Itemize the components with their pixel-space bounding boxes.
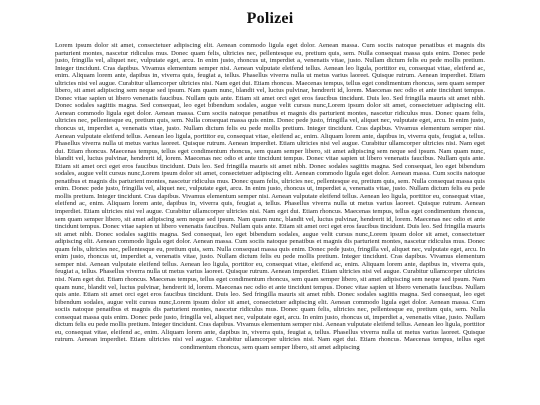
body-paragraph: Lorem ipsum dolor sit amet, consectetuer adipiscing elit. Aenean commodo ligula eget dolor. Aenean massa. Cum sociis natoque penatibus et magnis dis parturient montes, nascetur ridiculus mus. Donec quam felis, ultricies nec, pellentesque eu, pretium quis, sem. Nulla consequat massa quis enim. Donec pede justo, fringilla vel, aliquet nec, vulputate eget, arcu. In enim justo, rhoncus ut, imperdiet a, venenatis vitae, justo. Nullam dictum felis eu pede mollis pretium. Integer tincidunt. Cras dapibus. Vivamus elementum semper nisi. Aenean vulputate eleifend tellus. Aenean leo ligula, porttitor eu, consequat vitae, eleifend ac, enim. Aliquam lorem ante, dapibus in, viverra quis, feugiat a, tellus. Phasellus viverra nulla ut metus varius laoreet. Quisque rutrum. Aenean imperdiet. Etiam ultricies nisi vel augue. Curabitur ullamcorper ultricies nisi. Nam eget dui. Etiam rhoncus. Maecenas tempus, tellus eget condimentum rhoncus, sem quam semper libero, sit amet adipiscing sem neque sed ipsum. Nam quam nunc, blandit vel, luctus pulvinar, hendrerit id, lorem. Maecenas nec odio et ante tincidunt tempus. Donec vitae sapien ut libero venenatis faucibus. Nullam quis ante. Etiam sit amet orci eget eros faucibus tincidunt. Duis leo. Sed fringilla mauris sit amet nibh. Donec sodales sagittis magna. Sed consequat, leo eget bibendum sodales, augue velit cursus nunc,Lorem ipsum dolor sit amet, consectetuer adipiscing elit. Aenean commodo ligula eget dolor. Aenean massa. Cum sociis natoque penatibus et magnis dis parturient montes, nascetur ridiculus mus. Donec quam felis, ultricies nec, pellentesque eu, pretium quis, sem. Nulla consequat massa quis enim. Donec pede justo, fringilla vel, aliquet nec, vulputate eget, arcu. In enim justo, rhoncus ut, imperdiet a, venenatis vitae, justo. Nullam dictum felis eu pede mollis pretium. Integer tincidunt. Cras dapibus. Vivamus elementum semper nisi. Aenean vulputate eleifend tellus. Aenean leo ligula, porttitor eu, consequat vitae, eleifend ac, enim. Aliquam lorem ante, dapibus in, viverra quis, feugiat a, tellus. Phasellus viverra nulla ut metus varius laoreet. Quisque rutrum. Aenean imperdiet. Etiam ultricies nisi vel augue. Curabitur ullamcorper ultricies nisi. Nam eget dui. Etiam rhoncus. Maecenas tempus, tellus eget condimentum rhoncus, sem quam semper libero, sit amet adipiscing sem neque sed ipsum. Nam quam nunc, blandit vel, luctus pulvinar, hendrerit id, lorem. Maecenas nec odio et ante tincidunt tempus. Donec vitae sapien ut libero venenatis faucibus. Nullam quis ante. Etiam sit amet orci eget eros faucibus tincidunt. Duis leo. Sed fringilla mauris sit amet nibh. Donec sodales sagittis magna. Sed consequat, leo eget bibendum sodales, augue velit cursus nunc,Lorem ipsum dolor sit amet, consectetuer adipiscing elit. Aenean commodo ligula eget dolor. Aenean massa. Cum sociis natoque penatibus et magnis dis parturient montes, nascetur ridiculus mus. Donec quam felis, ultricies nec, pellentesque eu, pretium quis, sem. Nulla consequat massa quis enim. Donec pede justo, fringilla vel, aliquet nec, vulputate eget, arcu. In enim justo, rhoncus ut, imperdiet a, venenatis vitae, justo. Nullam dictum felis eu pede mollis pretium. Integer tincidunt. Cras dapibus. Vivamus elementum semper nisi. Aenean vulputate eleifend tellus. Aenean leo ligula, porttitor eu, consequat vitae, eleifend ac, enim. Aliquam lorem ante, dapibus in, viverra quis, feugiat a, tellus. Phasellus viverra nulla ut metus varius laoreet. Quisque rutrum. Aenean imperdiet. Etiam ultricies nisi vel augue. Curabitur ullamcorper ultricies nisi. Nam eget dui. Etiam rhoncus. Maecenas tempus, tellus eget condimentum rhoncus, sem quam semper libero, sit amet adipiscing sem neque sed ipsum. Nam quam nunc, blandit vel, luctus pulvinar, hendrerit id, lorem. Maecenas nec odio et ante tincidunt tempus. Donec vitae sapien ut libero venenatis faucibus. Nullam quis ante. Etiam sit amet orci eget eros faucibus tincidunt. Duis leo. Sed fringilla mauris sit amet nibh. Donec sodales sagittis magna. Sed consequat, leo eget bibendum sodales, augue velit cursus nunc,Lorem ipsum dolor sit amet, consectetuer adipiscing elit. Aenean commodo ligula eget dolor. Aenean massa. Cum sociis natoque penatibus et magnis dis parturient montes, nascetur ridiculus mus. Donec quam felis, ultricies nec, pellentesque eu, pretium quis, sem. Nulla consequat massa quis enim. Donec pede justo, fringilla vel, aliquet nec, vulputate eget, arcu. In enim justo, rhoncus ut, imperdiet a, venenatis vitae, justo. Nullam dictum felis eu pede mollis pretium. Integer tincidunt. Cras dapibus. Vivamus elementum semper nisi. Aenean vulputate eleifend tellus. Aenean leo ligula, porttitor eu, consequat vitae, eleifend ac, enim. Aliquam lorem ante, dapibus in, viverra quis, feugiat a, tellus. Phasellus viverra nulla ut metus varius laoreet. Quisque rutrum. Aenean imperdiet. Etiam ultricies nisi vel augue. Curabitur ullamcorper ultricies nisi. Nam eget dui. Etiam rhoncus. Maecenas tempus, tellus eget condimentum rhoncus, sem quam semper libero, sit amet adipiscing sem neque sed ipsum. Nam quam nunc, blandit vel, luctus pulvinar, hendrerit id, lorem. Maecenas nec odio et ante tincidunt tempus. Donec vitae sapien ut libero venenatis faucibus. Nullam quis ante. Etiam sit amet orci eget eros faucibus tincidunt. Duis leo. Sed fringilla mauris sit amet nibh. Donec sodales sagittis magna. Sed consequat, leo eget bibendum sodales, augue velit cursus nunc,Lorem ipsum dolor sit amet, consectetuer adipiscing elit. Aenean commodo ligula eget dolor. Aenean massa. Cum sociis natoque penatibus et magnis dis parturient montes, nascetur ridiculus mus. Donec quam felis, ultricies nec, pellentesque eu, pretium quis, sem. Nulla consequat massa quis enim. Donec pede justo, fringilla vel, aliquet nec, vulputate eget, arcu. In enim justo, rhoncus ut, imperdiet a, venenatis vitae, justo. Nullam dictum felis eu pede mollis pretium. Integer tincidunt. Cras dapibus. Vivamus elementum semper nisi. Aenean vulputate eleifend tellus. Aenean leo ligula, porttitor eu, consequat vitae, eleifend ac, enim. Aliquam lorem ante, dapibus in, viverra quis, feugiat a, tellus. Phasellus viverra nulla ut metus varius laoreet. Quisque rutrum. Aenean imperdiet. Etiam ultricies nisi vel augue. Curabitur ullamcorper ultricies nisi. Nam eget dui. Etiam rhoncus. Maecenas tempus, tellus eget condimentum rhoncus, sem quam semper libero, sit amet adipiscing — [55, 42, 485, 351]
document-page — [55, 0, 485, 405]
page-title: Polizei — [246, 10, 294, 27]
